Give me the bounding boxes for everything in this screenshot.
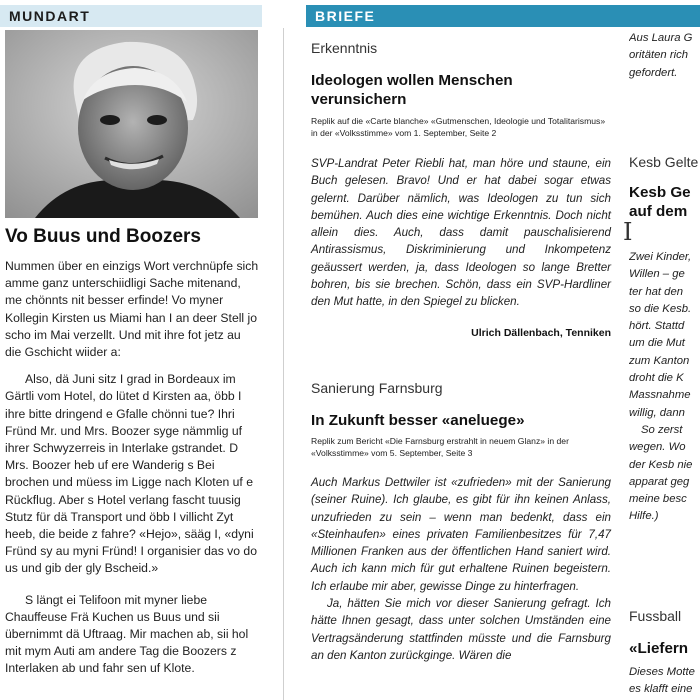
letter-reply-note: Replik zum Bericht «Die Farnsburg erstrahlt in neuem Glanz» in der «Volksstimme» vom 5. September, Seite 3 (311, 436, 569, 458)
fragment-line: Dieses Motte (629, 666, 695, 678)
fragment-line: ter hat den (629, 285, 684, 298)
fragment-line: oritäten rich (629, 49, 689, 62)
right-headline-fragment (629, 639, 700, 661)
letter-reply-note: Replik auf die «Carte blanche» «Gutmenschen, Ideologie und Totalitarismus» in der «Volksstimme» vom 1. September, Seite 2 (311, 116, 606, 138)
right-body-fragment (629, 249, 700, 539)
fragment-line: hört. Stattd (629, 320, 685, 333)
fragment-line: Zwei Kinder, (629, 251, 692, 263)
headline-line: «Liefern (629, 640, 689, 657)
fragment-line: so die Kesb. (629, 302, 692, 315)
right-kicker-fragment (629, 154, 700, 176)
letter-signature: Ulrich Dällenbach, Tenniken (471, 327, 611, 339)
right-kicker-fragment (629, 608, 700, 630)
fragment-line: meine besc (629, 493, 687, 506)
column-divider (283, 28, 284, 700)
paragraph: S längt ei Telifoon mit myner liebe Chauffeuse Frä Kuchen us Buus und sii übernimmt dä Uftraag. Mir machen ab, sii hol mit mym Auti am andere Tag die Boozers z Interlaken ab und fahr sen uf Klote. (5, 592, 249, 676)
letter-kicker: Sanierung Farnsburg (311, 380, 443, 396)
right-column-fragment (629, 30, 700, 100)
fragment-line: zum Kanton (629, 354, 690, 367)
letter-kicker: Kesb Gelte (629, 154, 699, 170)
fragment-line: Willen – ge (629, 268, 685, 281)
fragment-line: droht die K (629, 372, 684, 385)
paragraph: Ja, hätten Sie mich vor dieser Sanierung gefragt. Ich hätte Ihnen gesagt, dass unter solchen Umständen eine Vertragsänderung stattfinden müsste und die Farnsburg an den Kanton zurückginge. Wären die (311, 597, 611, 662)
right-headline-fragment (629, 183, 700, 225)
letter-kicker: Erkenntnis (311, 40, 378, 56)
fragment-line: der Kesb nie (629, 458, 693, 471)
text-cursor-icon: I (623, 218, 633, 246)
fragment-line: So zerst (641, 423, 683, 436)
headline-line: Kesb Ge (629, 184, 691, 201)
fragment-line: apparat geg (629, 475, 690, 488)
fragment-line: Massnahme (629, 389, 691, 402)
column-title: Vo Buus und Boozers (5, 226, 201, 247)
fragment-line: es klafft eine (629, 683, 693, 696)
paragraph: SVP-Landrat Peter Riebli hat, man höre und staune, ein Buch gelesen. Bravo! Und er hat dabei sogar etwas gelernt. Darüber nämlich, was Ideologen zu tun sich bemühen. Auch dies eine wichtige Erkenntnis. Doch nicht allein dies. Auch, dass damit pauschalisierend Antirassismus, Diskriminierung und Inkompetenz geäussert werden, ja, dass Ideologen so lange Bretter bohren, bis sie brechen. Schön, dass ein SVP-Hardliner den Mut hatte, in den Spiegel zu blicken. (311, 157, 611, 309)
fragment-line: Hilfe.) (629, 510, 659, 523)
fragment-lines (629, 30, 700, 82)
column-body (5, 258, 259, 678)
paragraph: Auch Markus Dettwiler ist «zufrieden» mit der Sanierung (seiner Ruine). Ich glaube, es gibt für ihn keinen Anlass, unzufrieden zu sein – wenn man bedenkt, dass ein «Steinhaufen» eines privaten Familienbesitzes für 7,47 Millionen Franken aus der öffentlichen Hand saniert wird. Auch ich kann mich für gut erhaltene Ruinen begeistern. Ich erlaube mir aber, gewisse Dinge zu hinterfragen. (311, 476, 611, 593)
author-portrait (5, 30, 258, 218)
section-header-briefe: BRIEFE (306, 5, 700, 27)
paragraph: Also, dä Juni sitz I grad in Bordeaux im Gärtli vom Hotel, do lütet d Kirsten aa, öbb I ihre bitte dringend e Gfalle chönni tue? Ihri Fründ Mr. und Mrs. Boozer syge nämmlig uf ihrer Schwyzerreis in Interlake gstrandet. D Mrs. Boozer heb uf ere Wanderig s Bei brochen und müess im Ligge nach Kloten uf e Rückflug. Aber s Hotel verlang fascht tuusig Stutz für dä Transport und öbb I villicht Zyt heeb, die beide z fahre? «Hejo», sääg I, «dyni Fründ sy au myni Fründ! I organisier das vo do us und gib der gly Bscheid.» (5, 372, 257, 576)
headline-line: auf dem (629, 203, 688, 220)
fragment-lines (629, 664, 700, 699)
fragment-line: wegen. Wo (629, 441, 686, 454)
letter-headline: Ideologen wollen Menschen verunsichern (311, 72, 513, 108)
letter-body (311, 155, 611, 311)
fragment-line: Aus Laura G (629, 32, 693, 44)
fragment-line: willig, dann (629, 406, 685, 419)
letter-headline: In Zukunft besser «aneluege» (311, 412, 525, 429)
letter-body (311, 474, 611, 664)
right-body-fragment (629, 664, 700, 700)
fragment-line: gefordert. (629, 66, 678, 79)
fragment-lines (629, 249, 700, 526)
section-header-mundart: MUNDART (0, 5, 262, 27)
paragraph: Nummen über en einzigs Wort verchnüpfe sich amme ganz unterschiidligi Sache mitenand, me chönnts nit besser erfinde! Vo myner Kollegin Kirsten us Miami han I an deer Stell jo scho im Mai verzellt. Und mit ihre fot jetz au die Gschicht wiider a: (5, 259, 259, 360)
fragment-line: um die Mut (629, 337, 685, 350)
letter-kicker: Fussball (629, 608, 682, 624)
